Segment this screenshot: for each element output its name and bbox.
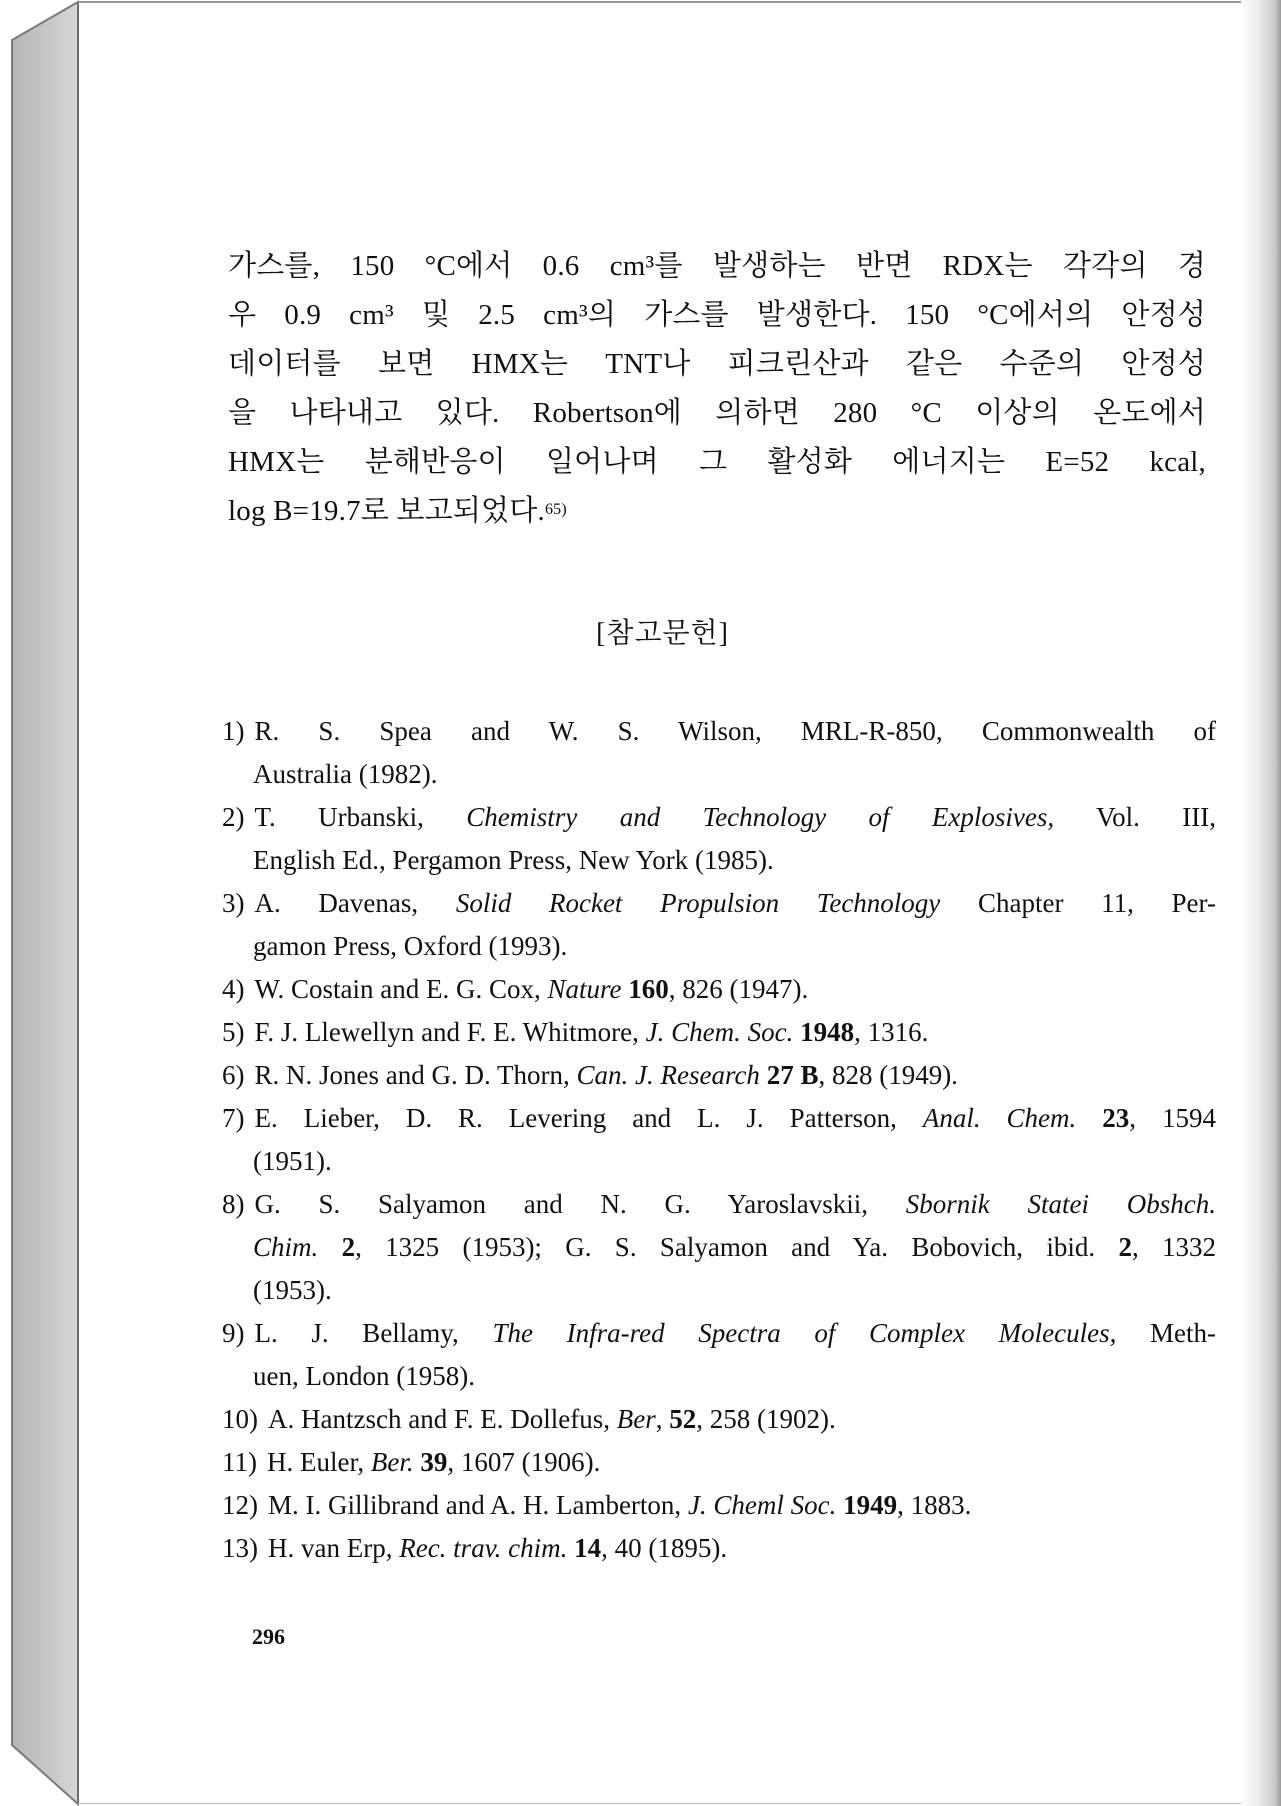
reference-number: 13) xyxy=(222,1533,258,1563)
reference-item xyxy=(222,1484,1216,1527)
reference-volume: 27 B xyxy=(759,1060,819,1090)
page-right-shadow xyxy=(1241,0,1281,1806)
reference-text: , 1325 (1953); G. S. Salyamon and Ya. Bobovich, ibid. xyxy=(355,1232,1119,1262)
page-bottom-border xyxy=(78,1803,1258,1804)
reference-number: 1) xyxy=(222,716,245,746)
reference-journal: J. Cheml Soc. xyxy=(687,1490,837,1520)
reference-text: , 826 (1947). xyxy=(668,974,809,1004)
page-top-border xyxy=(78,1,1258,3)
reference-text: , xyxy=(655,1404,670,1434)
reference-title: The Infra-red Spectra of Complex Molecules, xyxy=(492,1318,1117,1348)
reference-text: , 1607 (1906). xyxy=(447,1447,601,1477)
body-line: 데이터를 보면 HMX는 TNT나 피크린산과 같은 수준의 안정성 xyxy=(228,348,1206,380)
reference-volume: 14 xyxy=(567,1533,602,1563)
reference-authors: A. Hantzsch and F. E. Dollefus, xyxy=(268,1404,617,1434)
reference-text: , 258 (1902). xyxy=(696,1404,836,1434)
reference-authors: A. Davenas, xyxy=(254,888,456,918)
reference-text: , 1883. xyxy=(897,1490,972,1520)
body-line: 을 나타내고 있다. Robertson에 의하면 280 °C 이상의 온도에서 xyxy=(228,397,1206,429)
references-list xyxy=(222,710,1216,1570)
reference-number: 2) xyxy=(222,802,245,832)
reference-text: Meth- xyxy=(1116,1318,1217,1348)
reference-text: , 1332 xyxy=(1131,1232,1216,1262)
reference-text: Australia (1982). xyxy=(253,759,438,789)
reference-title: Solid Rocket Propulsion Technology xyxy=(455,888,941,918)
reference-text: English Ed., Pergamon Press, New York (1985). xyxy=(253,845,774,875)
reference-authors: E. Lieber, D. R. Levering and L. J. Patterson, xyxy=(254,1103,923,1133)
reference-number: 7) xyxy=(222,1103,245,1133)
reference-item xyxy=(222,1011,1216,1054)
body-line: HMX는 분해반응이 일어나며 그 활성화 에너지는 E=52 kcal, xyxy=(228,446,1206,478)
reference-journal: Chim. xyxy=(253,1232,319,1262)
reference-journal: J. Chem. Soc. xyxy=(645,1017,794,1047)
reference-authors: R. N. Jones and G. D. Thorn, xyxy=(254,1060,577,1090)
reference-item xyxy=(222,796,1216,882)
reference-number: 9) xyxy=(222,1318,245,1348)
reference-authors: L. J. Bellamy, xyxy=(254,1318,493,1348)
reference-text: uen, London (1958). xyxy=(253,1361,475,1391)
reference-volume: 1949 xyxy=(836,1490,898,1520)
reference-authors: H. Euler, xyxy=(267,1447,371,1477)
body-line: 우 0.9 cm³ 및 2.5 cm³의 가스를 발생한다. 150 °C에서의 안정성 xyxy=(228,299,1206,331)
reference-text: Chapter 11, Per- xyxy=(940,888,1216,918)
book-page xyxy=(84,4,1241,1800)
reference-item xyxy=(222,1527,1216,1570)
reference-text: , 1316. xyxy=(854,1017,929,1047)
body-line: 가스를, 150 °C에서 0.6 cm³를 발생하는 반면 RDX는 각각의 경 xyxy=(228,250,1206,282)
reference-journal: Ber xyxy=(616,1404,656,1434)
reference-number: 10) xyxy=(222,1404,258,1434)
reference-journal: Sbornik Statei Obshch. xyxy=(905,1189,1216,1219)
reference-item xyxy=(222,968,1216,1011)
reference-volume: 2 xyxy=(1118,1232,1132,1262)
reference-authors: F. J. Llewellyn and F. E. Whitmore, xyxy=(254,1017,646,1047)
reference-journal: Can. J. Research xyxy=(576,1060,760,1090)
reference-number: 6) xyxy=(222,1060,245,1090)
reference-journal: Anal. Chem. xyxy=(922,1103,1077,1133)
reference-item xyxy=(222,710,1216,796)
reference-volume: 52 xyxy=(669,1404,697,1434)
reference-text: (1953). xyxy=(253,1275,332,1305)
body-paragraph xyxy=(228,242,1206,536)
book-spine-edge xyxy=(0,0,84,1806)
reference-journal: Rec. trav. chim. xyxy=(399,1533,568,1563)
reference-text: gamon Press, Oxford (1993). xyxy=(253,931,568,961)
body-line-text: log B=19.7로 보고되었다. xyxy=(228,495,545,527)
reference-text: , 40 (1895). xyxy=(601,1533,728,1563)
reference-item xyxy=(222,1312,1216,1398)
reference-authors: G. S. Salyamon and N. G. Yaroslavskii, xyxy=(254,1189,906,1219)
body-line-last xyxy=(228,487,1206,536)
reference-item xyxy=(222,882,1216,968)
footnote-reference: 65) xyxy=(544,501,567,518)
reference-authors: T. Urbanski, xyxy=(254,802,467,832)
reference-volume: 160 xyxy=(621,974,669,1004)
reference-number: 4) xyxy=(222,974,245,1004)
reference-number: 11) xyxy=(222,1447,257,1477)
page-number: 296 xyxy=(252,1624,285,1649)
reference-text: R. S. Spea and W. S. Wilson, MRL-R-850, Commonwealth of xyxy=(254,716,1216,746)
reference-item xyxy=(222,1398,1216,1441)
reference-text: , 1594 xyxy=(1129,1103,1217,1133)
reference-volume: 2 xyxy=(318,1232,356,1262)
reference-number: 3) xyxy=(222,888,245,918)
reference-volume: 1948 xyxy=(793,1017,855,1047)
reference-journal: Ber. xyxy=(370,1447,414,1477)
reference-item xyxy=(222,1441,1216,1484)
reference-text: Vol. III, xyxy=(1054,802,1216,832)
reference-volume: 39 xyxy=(413,1447,448,1477)
reference-number: 8) xyxy=(222,1189,245,1219)
reference-text: , 828 (1949). xyxy=(818,1060,958,1090)
reference-journal: Nature xyxy=(547,974,622,1004)
reference-authors: M. I. Gillibrand and A. H. Lamberton, xyxy=(268,1490,688,1520)
reference-title: Chemistry and Technology of Explosives, xyxy=(466,802,1055,832)
reference-volume: 23 xyxy=(1076,1103,1130,1133)
reference-number: 5) xyxy=(222,1017,245,1047)
reference-item xyxy=(222,1097,1216,1183)
reference-authors: H. van Erp, xyxy=(268,1533,400,1563)
reference-text: (1951). xyxy=(253,1146,332,1176)
reference-number: 12) xyxy=(222,1490,258,1520)
reference-item xyxy=(222,1054,1216,1097)
reference-item xyxy=(222,1183,1216,1312)
references-heading: [참고문헌] xyxy=(596,618,729,649)
reference-authors: W. Costain and E. G. Cox, xyxy=(254,974,548,1004)
